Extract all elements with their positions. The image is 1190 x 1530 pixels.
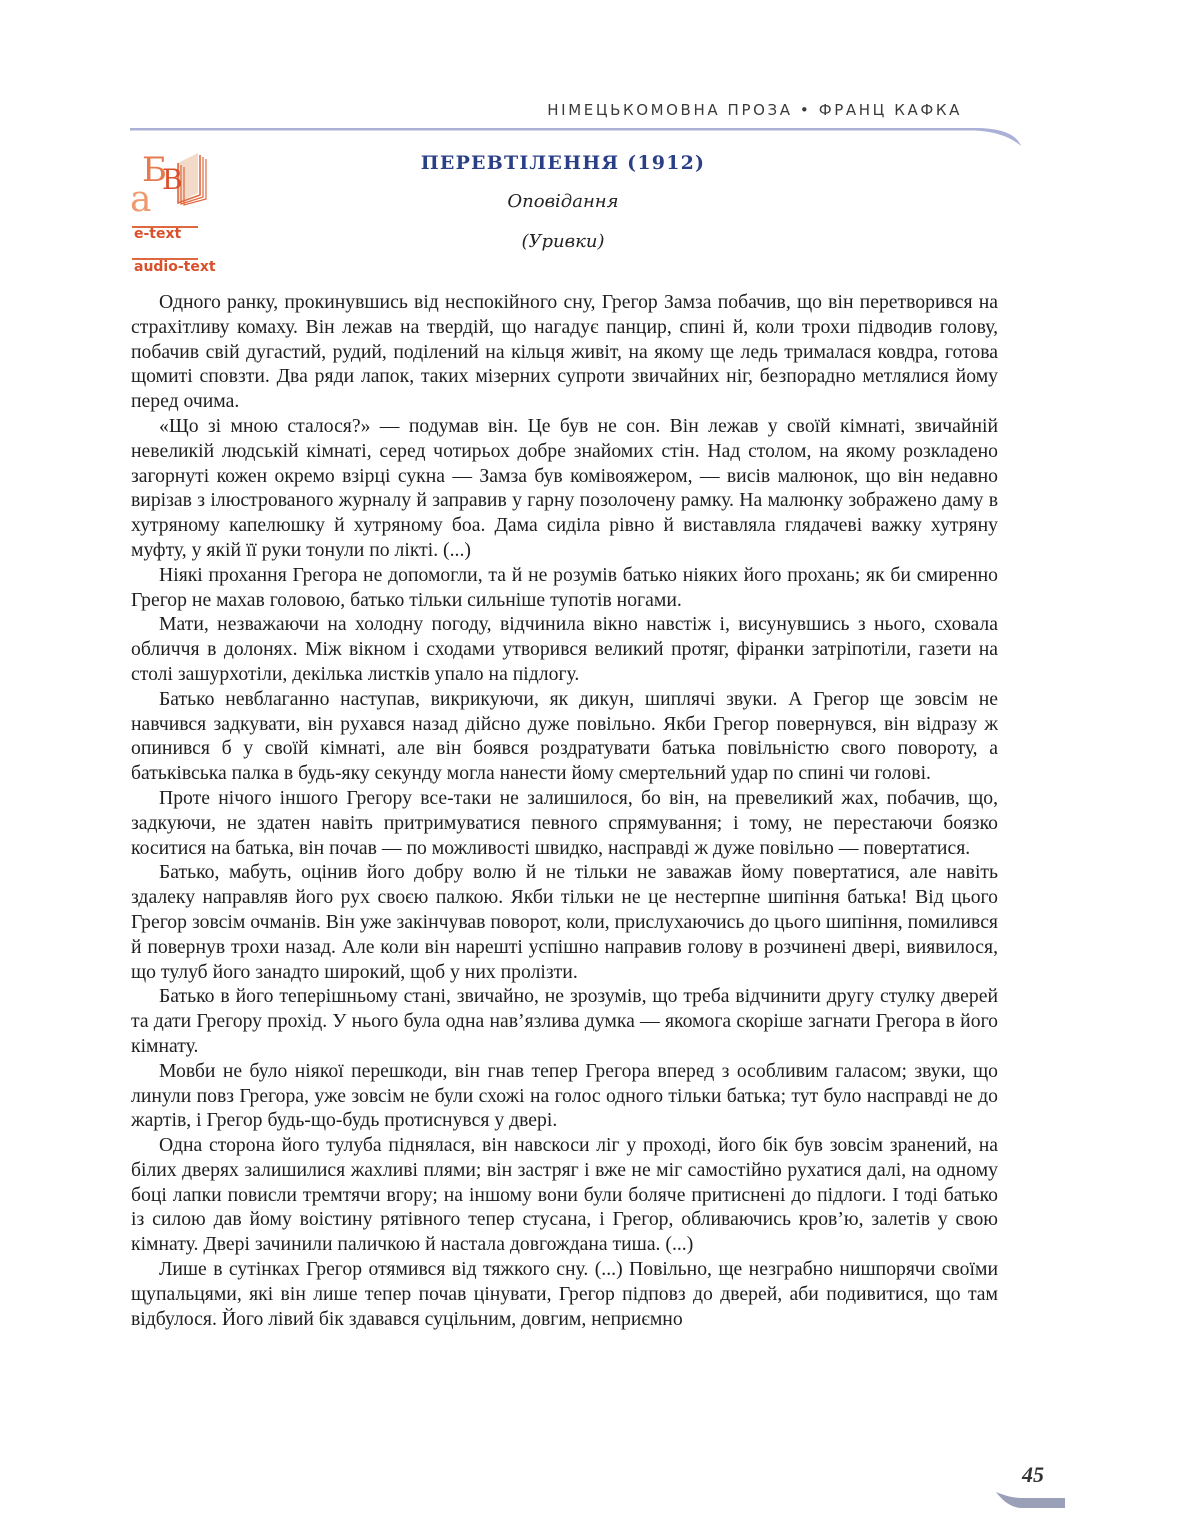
paragraph: Одного ранку, прокинувшись від неспокійного сну, Грегор Замза побачив, що він перетворився на страхітливу комаху. Він лежав на твердій, що нагадує панцир, спині й, коли трохи підводив голову, побачив свій дугастий, рудий, поділений на кільця живіт, на якому ще ледь трималася ковдра, готова щомиті сповзти. Два ряди лапок, таких мізерних супроти звичайних ніг, безпорадно метлялися йому перед очима.: [131, 291, 998, 413]
svg-text:В: В: [162, 163, 183, 196]
work-genre: Оповідання: [507, 191, 619, 212]
running-header: НІМЕЦЬКОМОВНА ПРОЗА • ФРАНЦ КАФКА: [547, 101, 962, 119]
page-number: 45: [1022, 1462, 1044, 1487]
paragraph: Батько в його теперішньому стані, звичайно, не зрозумів, що треба відчинити другу стулку дверей та дати Грегору прохід. У нього була одна нав’язлива думка — якомога скоріше загнати Грегора в його кімнату.: [131, 985, 998, 1057]
paragraph: Проте нічого іншого Грегору все-таки не залишилося, бо він, на превеликий жах, побачив, що, задкуючи, не здатен навіть притримуватися певного спрямування; і тому, не перестаючи боязко коситися на батька, він почав — по можливості швидко, насправді ж дуже повільно — повертатися.: [131, 786, 998, 859]
paragraph: Мовби не було ніякої перешкоди, він гнав тепер Грегора вперед з особливим галасом; звуки, що линули повз Грегора, уже зовсім не були схожі на голос одного тільки батька; тут було насправді не до жартів, і Грегор будь-що-будь протиснувся у двері.: [131, 1059, 998, 1132]
work-title: ПЕРЕВТІЛЕННЯ (1912): [420, 152, 706, 174]
excerpt-note: (Уривки): [521, 231, 605, 252]
paragraph: Батько, мабуть, оцінив його добру волю й не тільки не заважав йому повертатися, але навіть здалеку направляв його рух своєю палкою. Якби тільки не це нестерпне шипіння батька! Від цього Грегор зовсім очманів. Він уже закінчував поворот, коли, прислухаючись до цього шипіння, помилився й повернув трохи назад. Але коли він нарешті успішно направив голову в розчинені двері, виявилося, що тулуб його занадто широкий, щоб у них пролізти.: [131, 861, 998, 983]
svg-text:Б: Б: [142, 150, 167, 190]
story-text: [131, 290, 998, 1331]
paragraph: «Що зі мною сталося?» — подумав він. Це був не сон. Він лежав у своїй кімнаті, звичайній невеликій людській кімнаті, серед чотирьох добре знайомих стін. Над столом, на якому розкладено загорнуті кожен окремо взірці сукна — Замза був комівояжером, — висів малюнок, що він недавно вирізав з ілюстрованого журналу й заправив у гарну позолочену рамку. На малюнку зображено даму в хутряному капелюшку й хутряному боа. Дама сиділа рівно й виставляла глядачеві важку хутряну муфту, у якій її руки тонули по лікті. (...): [131, 414, 998, 561]
etext-badge[interactable]: e-text: [134, 226, 182, 242]
paragraph: Ніякі прохання Грегора не допомогли, та й не розумів батько ніяких його прохань; як би смиренно Грегор не махав головою, батько тільки сильніше тупотів ногами.: [131, 563, 998, 611]
paragraph: Мати, незважаючи на холодну погоду, відчинила вікно навстіж і, висунувшись з нього, сховала обличчя в долонях. Між вікном і сходами утворився великий протяг, фіранки затріпотіли, газети на столі зашурхотіли, декілька листків упало на підлогу.: [131, 613, 998, 685]
svg-text:а: а: [130, 179, 152, 220]
footer-tab: [994, 1490, 1069, 1512]
paragraph: Батько невблаганно наступав, викрикуючи, як дикун, шиплячі звуки. А Грегор ще зовсім не навчився задкувати, він рухався назад дійсно дуже повільно. Якби Грегор повернувся, він відразу ж опинився б у своїй кімнаті, але він боявся роздратувати батька повільністю свого повороту, а батьківська палка в будь-яку секунду могла нанести йому смертельний удар по спині чи голові.: [131, 687, 998, 785]
paragraph: Одна сторона його тулуба піднялася, він навскоси ліг у проході, його бік був зовсім зранений, на білих дверях залишилися жахливі плями; він застряг і вже не міг самостійно рухатися далі, на одному боці лапки повисли тремтячи вгору; на іншому вони були боляче притиснені до підлоги. І тоді батько із силою дав йому воістину рятівного тепер стусана, і Грегор, обливаючись кров’ю, залетів у свою кімнату. Двері зачинили паличкою й настала довгождана тиша. (...): [131, 1134, 998, 1256]
paragraph: Лише в сутінках Грегор отямився від тяжкого сну. (...) Повільно, ще незграбно нишпорячи своїми щупальцями, які він лише тепер почав цінувати, Грегор підповз до дверей, аби подивитися, що там відбулося. Його лівий бік здавався суцільним, довгим, неприємно: [131, 1258, 998, 1330]
audio-text-badge[interactable]: audio-text: [134, 259, 216, 275]
